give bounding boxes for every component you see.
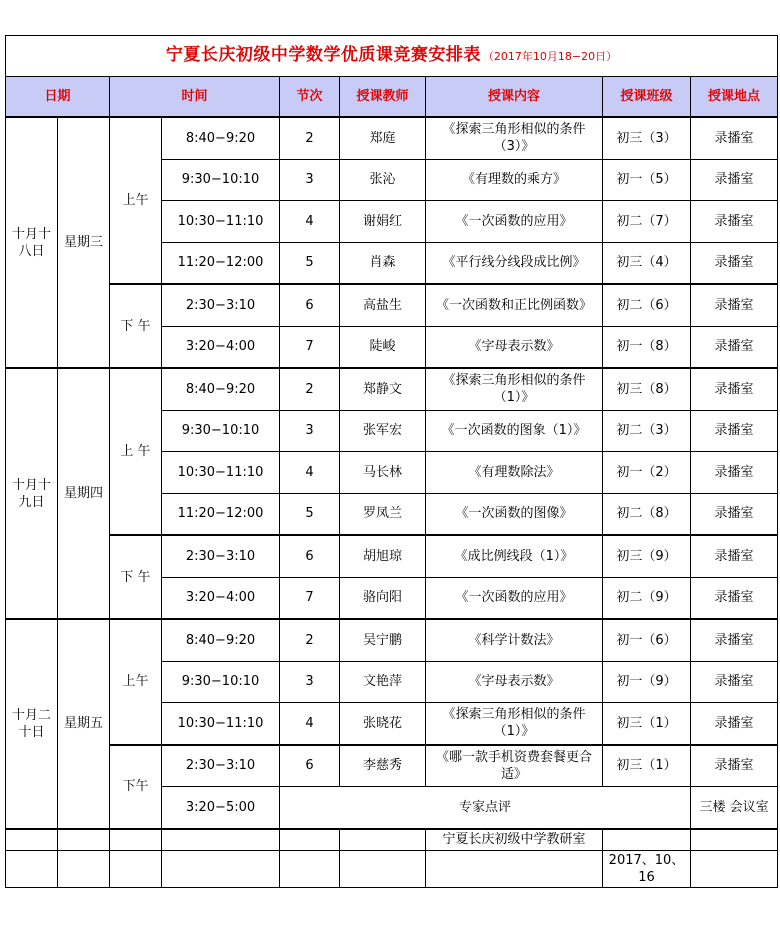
empty-cell bbox=[6, 829, 58, 851]
footer-org-row bbox=[6, 829, 778, 851]
lesson-content: 《科学计数法》 bbox=[426, 619, 603, 661]
empty-cell bbox=[280, 829, 340, 851]
lesson-content: 《字母表示数》 bbox=[426, 326, 603, 368]
lesson-teacher: 骆向阳 bbox=[340, 577, 426, 619]
lesson-teacher: 郑庭 bbox=[340, 117, 426, 159]
lesson-time: 10:30−11:10 bbox=[162, 452, 280, 494]
day-weekday: 星期四 bbox=[58, 368, 110, 619]
lesson-content: 《哪一款手机资费套餐更合适》 bbox=[426, 745, 603, 787]
lesson-time: 8:40−9:20 bbox=[162, 117, 280, 159]
lesson-location: 录播室 bbox=[691, 117, 778, 159]
day-date: 十月二十日 bbox=[6, 619, 58, 829]
lesson-content: 《一次函数的应用》 bbox=[426, 201, 603, 243]
lesson-class: 初一（9） bbox=[603, 661, 691, 703]
lesson-time: 10:30−11:10 bbox=[162, 703, 280, 745]
session-morning: 上 午 bbox=[110, 368, 162, 535]
lesson-location: 录播室 bbox=[691, 201, 778, 243]
lesson-class: 初一（2） bbox=[603, 452, 691, 494]
lesson-period: 5 bbox=[280, 493, 340, 535]
empty-cell bbox=[691, 829, 778, 851]
lesson-location: 录播室 bbox=[691, 410, 778, 452]
lesson-content: 《一次函数的图象（1）》 bbox=[426, 410, 603, 452]
lesson-period: 2 bbox=[280, 619, 340, 661]
session-morning: 上午 bbox=[110, 117, 162, 284]
title-main: 宁夏长庆初级中学数学优质课竞赛安排表 bbox=[165, 45, 481, 65]
lesson-teacher: 张沁 bbox=[340, 159, 426, 201]
header-teacher: 授课教师 bbox=[340, 77, 426, 118]
lesson-location: 录播室 bbox=[691, 619, 778, 661]
empty-cell bbox=[162, 829, 280, 851]
empty-cell bbox=[691, 850, 778, 887]
lesson-time: 2:30−3:10 bbox=[162, 284, 280, 326]
header-date: 日期 bbox=[6, 77, 110, 118]
lesson-location: 录播室 bbox=[691, 159, 778, 201]
lesson-time: 9:30−10:10 bbox=[162, 410, 280, 452]
lesson-location: 录播室 bbox=[691, 284, 778, 326]
lesson-time: 3:20−4:00 bbox=[162, 577, 280, 619]
lesson-location: 录播室 bbox=[691, 242, 778, 284]
table-row bbox=[6, 117, 778, 159]
lesson-teacher: 郑静文 bbox=[340, 368, 426, 410]
lesson-period: 6 bbox=[280, 745, 340, 787]
lesson-period: 5 bbox=[280, 242, 340, 284]
empty-cell bbox=[340, 829, 426, 851]
header-content: 授课内容 bbox=[426, 77, 603, 118]
session-morning: 上午 bbox=[110, 619, 162, 745]
lesson-class: 初三（1） bbox=[603, 745, 691, 787]
lesson-location: 录播室 bbox=[691, 535, 778, 577]
header-class: 授课班级 bbox=[603, 77, 691, 118]
table-row bbox=[6, 619, 778, 661]
empty-cell bbox=[110, 829, 162, 851]
lesson-content: 《字母表示数》 bbox=[426, 661, 603, 703]
schedule-table bbox=[5, 35, 778, 888]
lesson-period: 7 bbox=[280, 577, 340, 619]
lesson-teacher: 李慈秀 bbox=[340, 745, 426, 787]
lesson-teacher: 张晓花 bbox=[340, 703, 426, 745]
lesson-teacher: 吴宁鹏 bbox=[340, 619, 426, 661]
lesson-class: 初二（6） bbox=[603, 284, 691, 326]
day-date: 十月十八日 bbox=[6, 117, 58, 368]
lesson-location: 录播室 bbox=[691, 493, 778, 535]
lesson-location: 录播室 bbox=[691, 745, 778, 787]
lesson-time: 2:30−3:10 bbox=[162, 535, 280, 577]
lesson-time: 9:30−10:10 bbox=[162, 159, 280, 201]
lesson-period: 3 bbox=[280, 661, 340, 703]
lesson-time: 8:40−9:20 bbox=[162, 368, 280, 410]
lesson-content: 《一次函数的图像》 bbox=[426, 493, 603, 535]
lesson-content: 《探索三角形相似的条件（3）》 bbox=[426, 117, 603, 159]
lesson-time: 9:30−10:10 bbox=[162, 661, 280, 703]
lesson-teacher: 肖森 bbox=[340, 242, 426, 284]
lesson-period: 6 bbox=[280, 284, 340, 326]
table-row bbox=[6, 368, 778, 410]
page-title bbox=[6, 36, 778, 77]
table-row bbox=[6, 284, 778, 326]
lesson-period: 3 bbox=[280, 159, 340, 201]
lesson-location: 录播室 bbox=[691, 577, 778, 619]
lesson-period: 3 bbox=[280, 410, 340, 452]
lesson-period: 4 bbox=[280, 452, 340, 494]
header-time: 时间 bbox=[110, 77, 280, 118]
lesson-time: 3:20−4:00 bbox=[162, 326, 280, 368]
footer-date: 2017、10、16 bbox=[603, 850, 691, 887]
lesson-time: 8:40−9:20 bbox=[162, 619, 280, 661]
lesson-class: 初二（9） bbox=[603, 577, 691, 619]
empty-cell bbox=[110, 850, 162, 887]
title-date-range: （2017年10月18−20日） bbox=[482, 50, 618, 63]
review-time: 3:20−5:00 bbox=[162, 787, 280, 829]
lesson-period: 2 bbox=[280, 117, 340, 159]
day-date: 十月十九日 bbox=[6, 368, 58, 619]
lesson-class: 初二（8） bbox=[603, 493, 691, 535]
lesson-class: 初二（7） bbox=[603, 201, 691, 243]
footer-org: 宁夏长庆初级中学教研室 bbox=[426, 829, 603, 851]
empty-cell bbox=[603, 829, 691, 851]
lesson-period: 7 bbox=[280, 326, 340, 368]
lesson-location: 录播室 bbox=[691, 368, 778, 410]
session-afternoon: 下午 bbox=[110, 745, 162, 829]
lesson-period: 4 bbox=[280, 201, 340, 243]
session-afternoon: 下 午 bbox=[110, 535, 162, 619]
lesson-teacher: 胡旭琼 bbox=[340, 535, 426, 577]
lesson-teacher: 陡峻 bbox=[340, 326, 426, 368]
header-row bbox=[6, 77, 778, 118]
lesson-class: 初一（5） bbox=[603, 159, 691, 201]
lesson-teacher: 谢娟红 bbox=[340, 201, 426, 243]
empty-cell bbox=[426, 850, 603, 887]
lesson-class: 初三（4） bbox=[603, 242, 691, 284]
empty-cell bbox=[162, 850, 280, 887]
lesson-location: 录播室 bbox=[691, 661, 778, 703]
lesson-content: 《有理数的乘方》 bbox=[426, 159, 603, 201]
header-period: 节次 bbox=[280, 77, 340, 118]
lesson-content: 《有理数除法》 bbox=[426, 452, 603, 494]
empty-cell bbox=[6, 850, 58, 887]
lesson-teacher: 文艳萍 bbox=[340, 661, 426, 703]
table-row bbox=[6, 745, 778, 787]
lesson-location: 录播室 bbox=[691, 452, 778, 494]
day-weekday: 星期五 bbox=[58, 619, 110, 829]
empty-cell bbox=[280, 850, 340, 887]
review-location: 三楼 会议室 bbox=[691, 787, 778, 829]
lesson-teacher: 高盐生 bbox=[340, 284, 426, 326]
lesson-class: 初二（3） bbox=[603, 410, 691, 452]
lesson-location: 录播室 bbox=[691, 326, 778, 368]
lesson-period: 2 bbox=[280, 368, 340, 410]
lesson-location: 录播室 bbox=[691, 703, 778, 745]
lesson-class: 初一（6） bbox=[603, 619, 691, 661]
lesson-content: 《一次函数的应用》 bbox=[426, 577, 603, 619]
lesson-class: 初三（3） bbox=[603, 117, 691, 159]
session-afternoon: 下 午 bbox=[110, 284, 162, 368]
lesson-teacher: 罗凤兰 bbox=[340, 493, 426, 535]
lesson-time: 11:20−12:00 bbox=[162, 242, 280, 284]
lesson-period: 4 bbox=[280, 703, 340, 745]
lesson-content: 《成比例线段（1）》 bbox=[426, 535, 603, 577]
header-location: 授课地点 bbox=[691, 77, 778, 118]
lesson-content: 《探索三角形相似的条件（1）》 bbox=[426, 703, 603, 745]
lesson-class: 初三（1） bbox=[603, 703, 691, 745]
empty-cell bbox=[58, 829, 110, 851]
lesson-teacher: 马长林 bbox=[340, 452, 426, 494]
lesson-class: 初三（9） bbox=[603, 535, 691, 577]
empty-cell bbox=[58, 850, 110, 887]
footer-date-row bbox=[6, 850, 778, 887]
lesson-teacher: 张军宏 bbox=[340, 410, 426, 452]
lesson-class: 初一（8） bbox=[603, 326, 691, 368]
lesson-time: 11:20−12:00 bbox=[162, 493, 280, 535]
lesson-content: 《一次函数和正比例函数》 bbox=[426, 284, 603, 326]
lesson-content: 《平行线分线段成比例》 bbox=[426, 242, 603, 284]
lesson-class: 初三（8） bbox=[603, 368, 691, 410]
lesson-time: 10:30−11:10 bbox=[162, 201, 280, 243]
lesson-time: 2:30−3:10 bbox=[162, 745, 280, 787]
empty-cell bbox=[340, 850, 426, 887]
review-label: 专家点评 bbox=[280, 787, 691, 829]
lesson-period: 6 bbox=[280, 535, 340, 577]
lesson-content: 《探索三角形相似的条件（1）》 bbox=[426, 368, 603, 410]
day-weekday: 星期三 bbox=[58, 117, 110, 368]
table-row bbox=[6, 535, 778, 577]
